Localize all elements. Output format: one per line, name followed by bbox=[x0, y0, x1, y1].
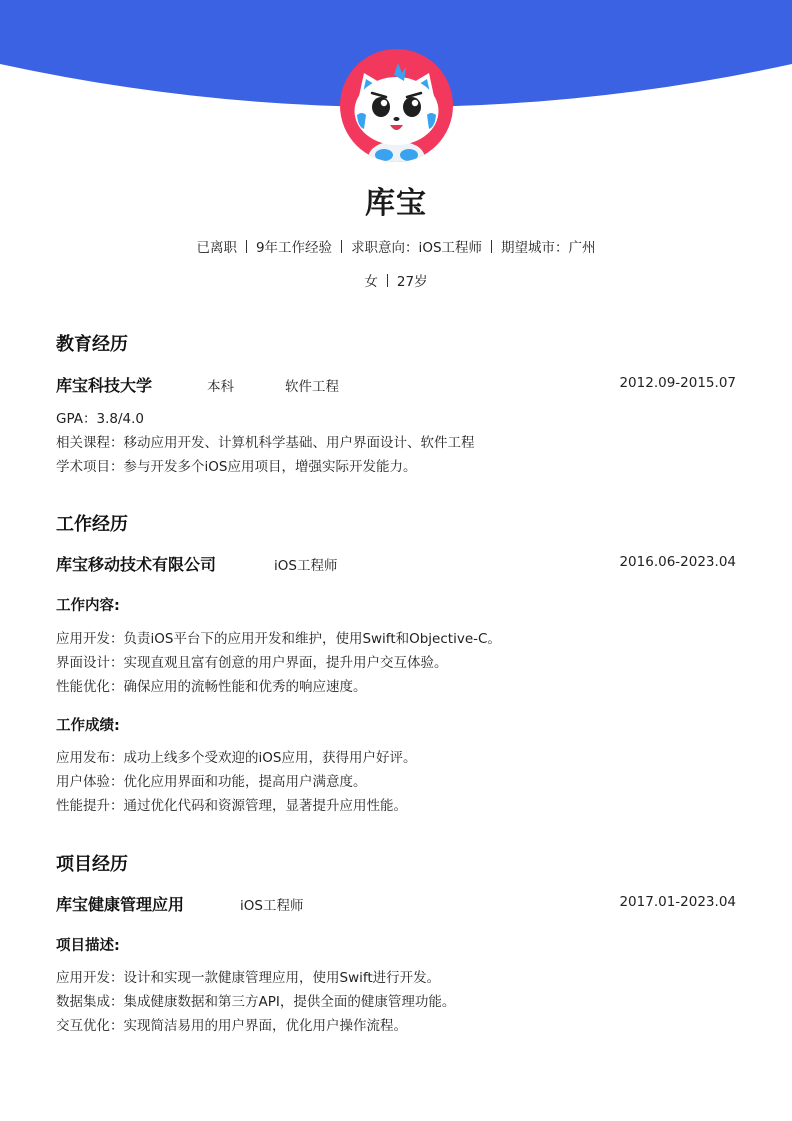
divider bbox=[387, 274, 388, 287]
work-section-title: 工作经历 bbox=[56, 514, 128, 535]
list-item: 界面设计：实现直观且富有创意的用户界面，提升用户交互体验。 bbox=[56, 655, 448, 671]
age: 27岁 bbox=[396, 274, 428, 290]
degree: 本科 bbox=[207, 379, 234, 395]
list-item: 应用发布：成功上线多个受欢迎的iOS应用，获得用户好评。 bbox=[56, 750, 417, 766]
employment-status: 已离职 bbox=[196, 240, 237, 256]
work-experience: 9年工作经验 bbox=[255, 240, 333, 256]
work-achievements-title: 工作成绩: bbox=[56, 718, 120, 734]
work-content-title: 工作内容: bbox=[56, 598, 120, 614]
job-intention: 求职意向：iOS工程师 bbox=[351, 240, 483, 256]
candidate-name: 库宝 bbox=[365, 186, 427, 221]
project-desc-list bbox=[56, 966, 736, 1038]
work-entry-header bbox=[56, 552, 736, 574]
divider bbox=[246, 240, 247, 253]
work-achievements-list bbox=[56, 746, 736, 818]
profile-personal bbox=[0, 270, 792, 290]
project-dates: 2017.01-2023.04 bbox=[619, 894, 736, 910]
profile-summary bbox=[0, 236, 792, 256]
list-item: 应用开发：负责iOS平台下的应用开发和维护，使用Swift和Objective-C。 bbox=[56, 631, 501, 647]
list-item: 交互优化：实现简洁易用的用户界面，优化用户操作流程。 bbox=[56, 1018, 407, 1034]
project-role: iOS工程师 bbox=[240, 898, 304, 914]
list-item: GPA：3.8/4.0 bbox=[56, 411, 144, 427]
job-role: iOS工程师 bbox=[274, 558, 338, 574]
list-item: 性能提升：通过优化代码和资源管理，显著提升应用性能。 bbox=[56, 798, 407, 814]
education-section-title: 教育经历 bbox=[56, 334, 128, 355]
project-desc-title: 项目描述: bbox=[56, 938, 120, 954]
avatar bbox=[340, 49, 453, 162]
list-item: 数据集成：集成健康数据和第三方API，提供全面的健康管理功能。 bbox=[56, 994, 456, 1010]
school-name: 库宝科技大学 bbox=[56, 376, 153, 395]
education-entry-header bbox=[56, 373, 736, 395]
list-item: 相关课程：移动应用开发、计算机科学基础、用户界面设计、软件工程 bbox=[56, 435, 475, 451]
expected-city: 期望城市：广州 bbox=[501, 240, 596, 256]
work-content-list bbox=[56, 627, 736, 699]
education-dates: 2012.09-2015.07 bbox=[619, 375, 736, 391]
project-entry-header bbox=[56, 892, 736, 914]
divider bbox=[491, 240, 492, 253]
project-name: 库宝健康管理应用 bbox=[56, 895, 185, 914]
project-section-title: 项目经历 bbox=[56, 854, 128, 875]
gender: 女 bbox=[364, 274, 378, 290]
list-item: 性能优化：确保应用的流畅性能和优秀的响应速度。 bbox=[56, 679, 367, 695]
list-item: 学术项目：参与开发多个iOS应用项目，增强实际开发能力。 bbox=[56, 459, 417, 475]
education-details bbox=[56, 407, 736, 479]
list-item: 用户体验：优化应用界面和功能，提高用户满意度。 bbox=[56, 774, 367, 790]
major: 软件工程 bbox=[285, 379, 339, 395]
work-dates: 2016.06-2023.04 bbox=[619, 554, 736, 570]
company-name: 库宝移动技术有限公司 bbox=[56, 555, 217, 574]
list-item: 应用开发：设计和实现一款健康管理应用，使用Swift进行开发。 bbox=[56, 970, 441, 986]
divider bbox=[341, 240, 342, 253]
